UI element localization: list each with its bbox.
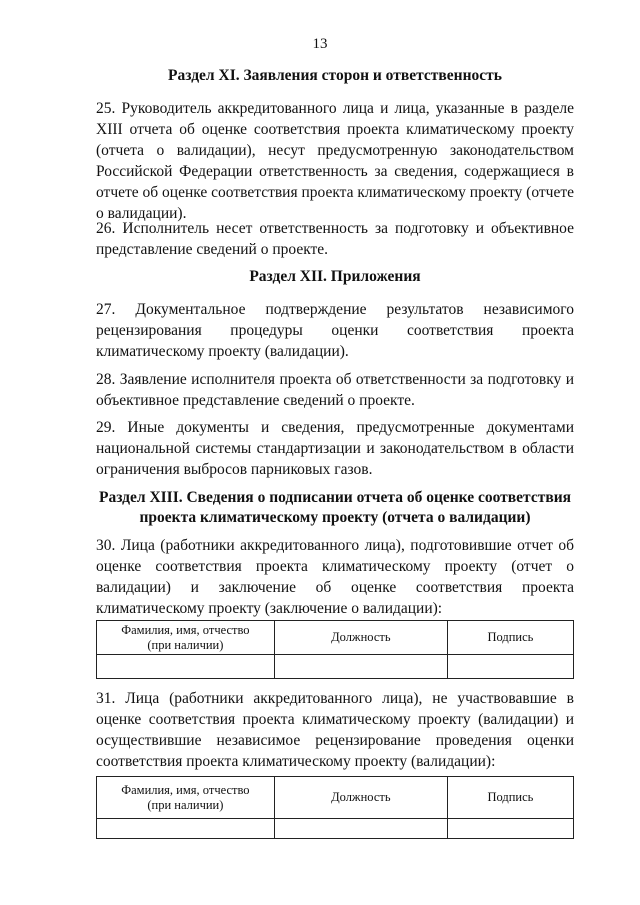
column-header-position: Должность [274,621,447,655]
table-row [97,819,574,839]
column-header-signature: Подпись [447,777,573,819]
section-13-heading-line2: проекта климатическому проекту (отчета о валидации) [139,509,531,526]
table-cell [97,655,275,679]
table-header-row [97,621,574,655]
paragraph-31: 31. Лица (работники аккредитованного лица), не участвовавшие в оценке соответствия проекта климатическому проекту (валидации) и осуществившие независимое рецензирование проведения оценки соответствия проекта климатическому проекту (валидации): [96,690,574,770]
signature-table-reviewers [96,776,574,839]
section-12-heading: Раздел XII. Приложения [249,268,421,285]
table-header-row [97,777,574,819]
paragraph-30: 30. Лица (работники аккредитованного лица), подготовившие отчет об оценке соответствия проекта климатическому проекту (отчет о валидации) и заключение об оценке соответствия проекта климатическому проекту (заключение о валидации): [96,537,574,617]
paragraph-26: 26. Исполнитель несет ответственность за подготовку и объективное представление сведений о проекте. [96,220,574,258]
paragraph-28: 28. Заявление исполнителя проекта об ответственности за подготовку и объективное представление сведений о проекте. [96,371,574,409]
signature-table-preparers [96,620,574,679]
column-header-signature: Подпись [447,621,573,655]
table-cell [447,655,573,679]
table-cell [274,819,447,839]
table-cell [447,819,573,839]
column-header-position: Должность [274,777,447,819]
page-number: 13 [312,36,328,52]
table-cell [274,655,447,679]
paragraph-25: 25. Руководитель аккредитованного лица и лица, указанные в разделе XIII отчета об оценке соответствия проекта климатическому проекту (отчета о валидации), несут предусмотренную законодательством Российской Федерации ответственность за сведения, содержащиеся в отчете об оценке соответствия проекта климатическому проекту (отчете о валидации). [96,100,574,222]
table-cell [97,819,275,839]
section-13-heading-line1: Раздел XIII. Сведения о подписании отчета об оценке соответствия [98,489,572,506]
column-header-full-name: Фамилия, имя, отчество (при наличии) [97,777,275,819]
section-13-heading [96,488,574,528]
paragraph-27: 27. Документальное подтверждение результатов независимого рецензирования процедуры оценки соответствия проекта климатическому проекту (валидации). [96,301,574,360]
paragraph-29: 29. Иные документы и сведения, предусмотренные документами национальной системы стандартизации и законодательством в области ограничения выбросов парниковых газов. [96,419,574,478]
section-11-heading: Раздел XI. Заявления сторон и ответственность [168,67,502,84]
table-row [97,655,574,679]
column-header-full-name: Фамилия, имя, отчество (при наличии) [97,621,275,655]
